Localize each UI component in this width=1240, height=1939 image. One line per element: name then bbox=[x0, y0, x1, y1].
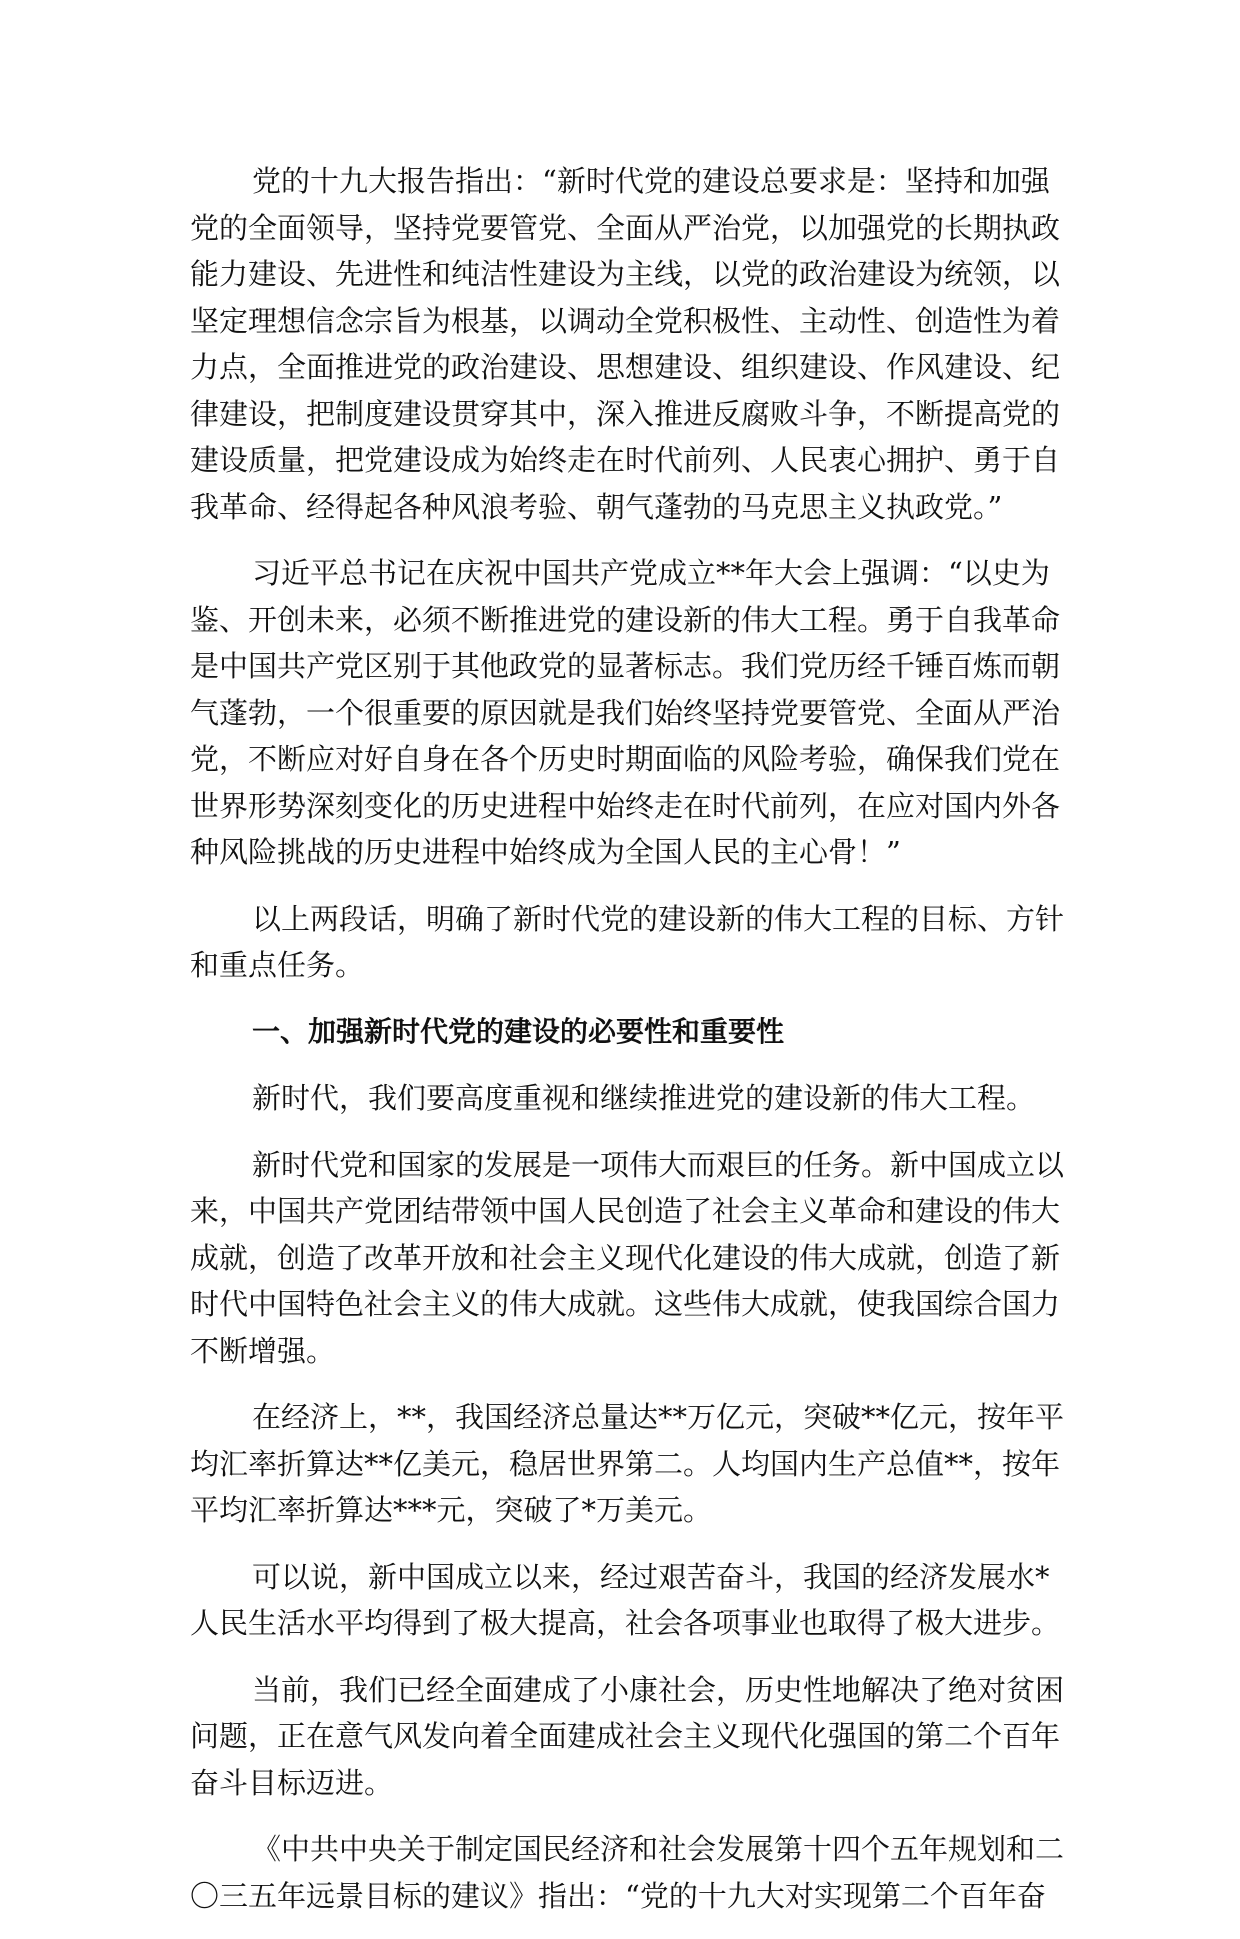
paragraph-19th-congress-quote bbox=[190, 158, 1070, 530]
text-line: 习近平总书记在庆祝中国共产党成立**年大会上强调：“以史为 bbox=[252, 556, 1050, 590]
document-body bbox=[190, 158, 1070, 1939]
text-line: 和重点任务。 bbox=[190, 948, 365, 982]
text-line: 不断增强。 bbox=[190, 1333, 336, 1368]
text-line: 建设质量，把党建设成为始终走在时代前列、人民衷心拥护、勇于自 bbox=[190, 443, 1061, 477]
text-line: 成就，创造了改革开放和社会主义现代化建设的伟大成就，创造了新 bbox=[190, 1240, 1061, 1275]
text-line: 时代中国特色社会主义的伟大成就。这些伟大成就，使我国综合国力 bbox=[190, 1287, 1061, 1321]
text-line: 奋斗目标迈进。 bbox=[190, 1765, 394, 1800]
paragraph-current bbox=[190, 1667, 1070, 1807]
text-line: 当前，我们已经全面建成了小康社会，历史性地解决了绝对贫困 bbox=[252, 1672, 1065, 1707]
text-line: 鉴、开创未来，必须不断推进党的建设新的伟大工程。勇于自我革命 bbox=[190, 602, 1061, 637]
text-line: 以上两段话，明确了新时代党的建设新的伟大工程的目标、方针 bbox=[252, 901, 1065, 936]
paragraph-economy bbox=[190, 1394, 1070, 1534]
text-line: 党，不断应对好自身在各个历史时期面临的风险考验，确保我们党在 bbox=[190, 742, 1061, 776]
paragraph-anniversary-speech-quote bbox=[190, 550, 1070, 876]
heading-text: 一、加强新时代党的建设的必要性和重要性 bbox=[252, 1014, 785, 1048]
paragraph-five-year-plan bbox=[190, 1826, 1070, 1919]
text-line: 能力建设、先进性和纯洁性建设为主线，以党的政治建设为统领，以 bbox=[190, 257, 1061, 291]
text-line: 种风险挑战的历史进程中始终成为全国人民的主心骨！” bbox=[190, 835, 901, 869]
text-line: 坚定理想信念宗旨为根基，以调动全党积极性、主动性、创造性为着 bbox=[190, 303, 1061, 338]
text-line: 新时代党和国家的发展是一项伟大而艰巨的任务。新中国成立以 bbox=[252, 1147, 1065, 1182]
text-line: 我革命、经得起各种风浪考验、朝气蓬勃的马克思主义执政党。” bbox=[190, 489, 1003, 524]
text-line: 是中国共产党区别于其他政党的显著标志。我们党历经千锤百炼而朝 bbox=[190, 649, 1061, 683]
text-line: 人民生活水平均得到了极大提高，社会各项事业也取得了极大进步。 bbox=[190, 1606, 1061, 1640]
text-line: 世界形势深刻变化的历史进程中始终走在时代前列，在应对国内外各 bbox=[190, 788, 1061, 823]
text-line: 党的全面领导，坚持党要管党、全面从严治党，以加强党的长期执政 bbox=[190, 210, 1061, 245]
paragraph-new-era bbox=[190, 1075, 1070, 1122]
text-line: 问题，正在意气风发向着全面建成社会主义现代化强国的第二个百年 bbox=[190, 1719, 1061, 1753]
paragraph-progress bbox=[190, 1554, 1070, 1647]
paragraph-summary bbox=[190, 896, 1070, 989]
text-line: 气蓬勃，一个很重要的原因就是我们始终坚持党要管党、全面从严治 bbox=[190, 695, 1061, 730]
text-line: 《中共中央关于制定国民经济和社会发展第十四个五年规划和二 bbox=[252, 1832, 1065, 1866]
text-line: 可以说，新中国成立以来，经过艰苦奋斗，我国的经济发展水* bbox=[252, 1559, 1050, 1594]
text-line: 来，中国共产党团结带领中国人民创造了社会主义革命和建设的伟大 bbox=[190, 1194, 1061, 1228]
text-line: 力点，全面推进党的政治建设、思想建设、组织建设、作风建设、纪 bbox=[190, 350, 1061, 384]
text-line: 党的十九大报告指出：“新时代党的建设总要求是：坚持和加强 bbox=[252, 164, 1050, 198]
text-line: 〇三五年远景目标的建议》指出：“党的十九大对实现第二个百年奋 bbox=[190, 1878, 1046, 1913]
text-line: 均汇率折算达**亿美元，稳居世界第二。人均国内生产总值**，按年 bbox=[190, 1446, 1061, 1481]
paragraph-achievements bbox=[190, 1142, 1070, 1375]
section-heading bbox=[190, 1009, 1070, 1056]
text-line: 在经济上，**，我国经济总量达**万亿元，突破**亿元，按年平 bbox=[252, 1400, 1065, 1434]
text-line: 平均汇率折算达***元，突破了*万美元。 bbox=[190, 1493, 713, 1527]
text-line: 律建设，把制度建设贯穿其中，深入推进反腐败斗争，不断提高党的 bbox=[190, 396, 1061, 431]
text-line: 新时代，我们要高度重视和继续推进党的建设新的伟大工程。 bbox=[252, 1081, 1036, 1115]
